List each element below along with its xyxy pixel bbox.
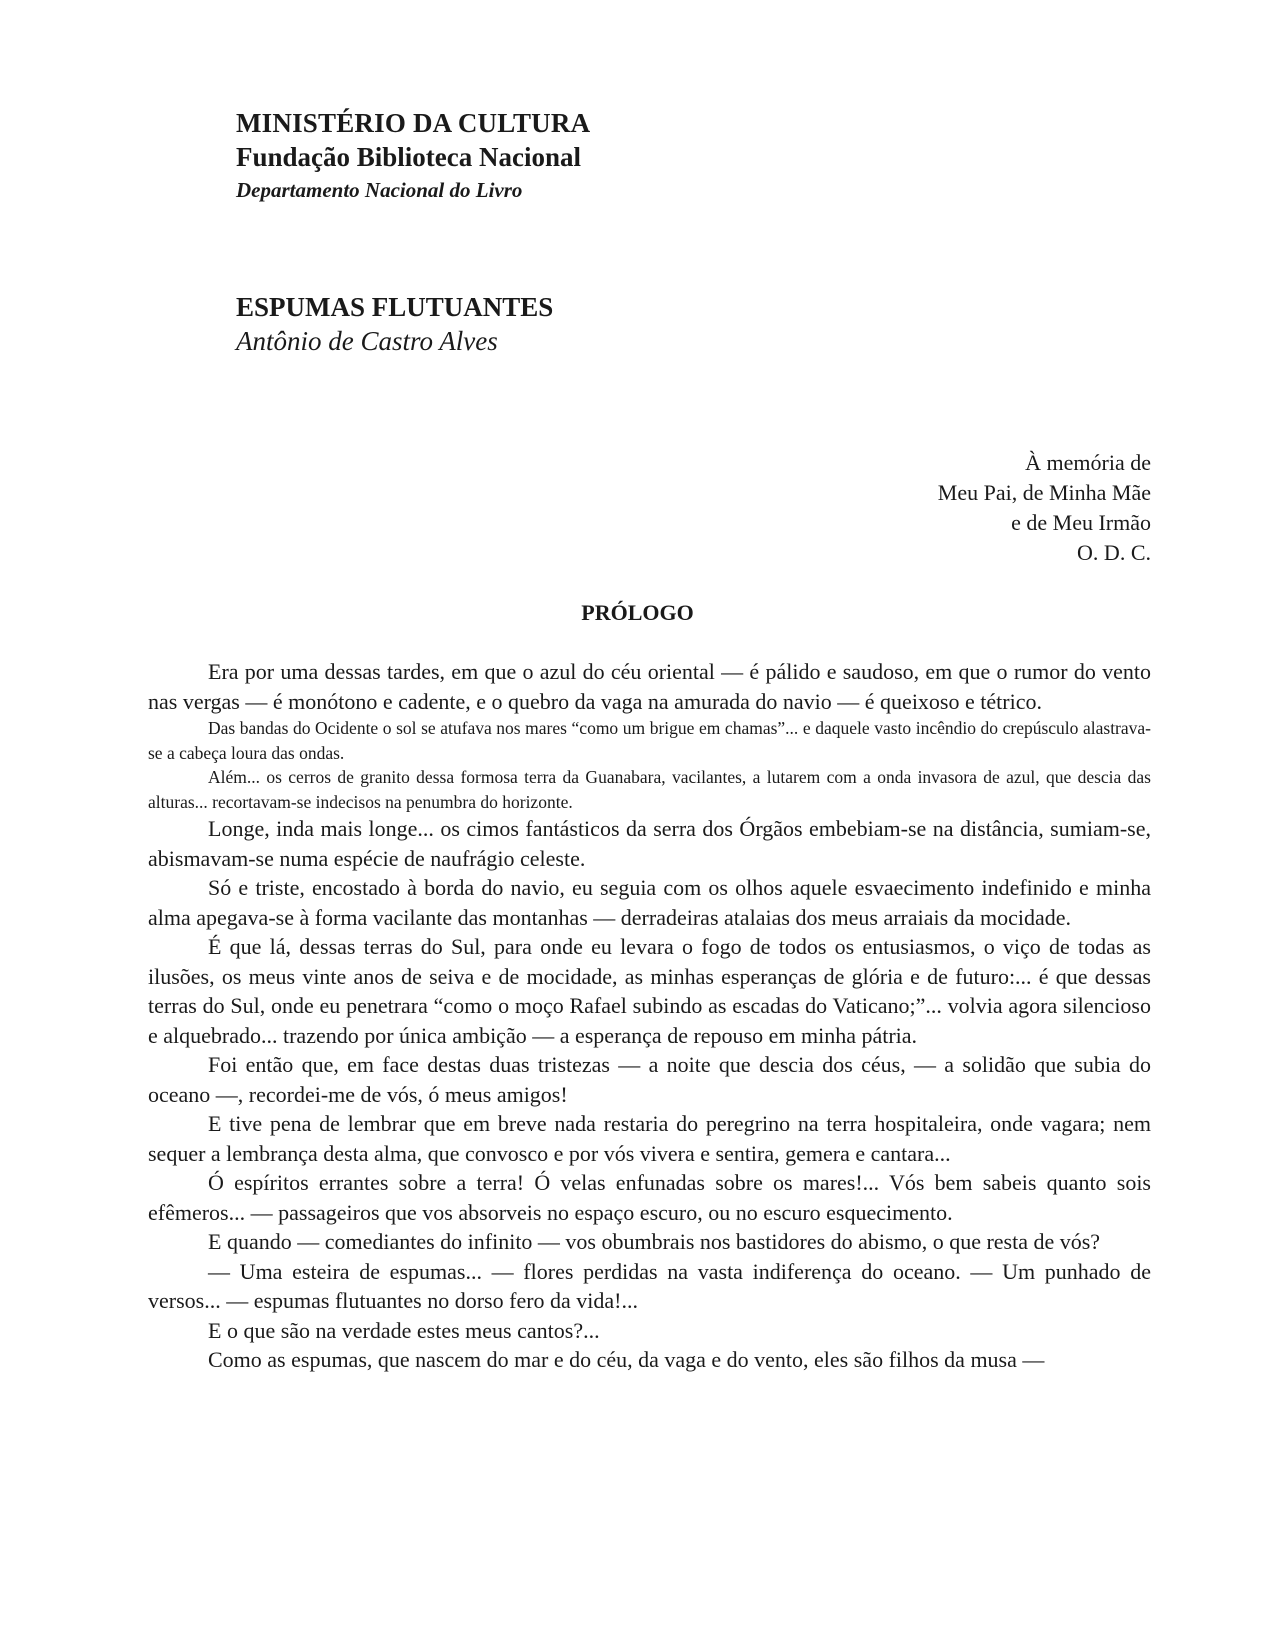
prologue-heading: PRÓLOGO — [581, 600, 694, 625]
paragraph: Só e triste, encostado à borda do navio, eu seguia com os olhos aquele esvaecimento indefinido e minha alma apegava-se à forma vacilante das montanhas — derradeiras atalaias dos meus arraiais da mocidade. — [148, 875, 1151, 930]
book-title: ESPUMAS FLUTUANTES — [236, 292, 554, 322]
dedication-line: Meu Pai, de Minha Mãe — [937, 480, 1151, 505]
book-title-block — [236, 290, 553, 358]
foundation-name: Fundação Biblioteca Nacional — [236, 142, 582, 172]
dedication — [938, 448, 1151, 568]
paragraph: — Uma esteira de espumas... — flores perdidas na vasta indiferença do oceano. — Um punhado de versos... — espumas flutuantes no dorso fero da vida!... — [148, 1258, 1151, 1313]
publisher-header — [236, 106, 590, 206]
paragraph: Como as espumas, que nascem do mar e do céu, da vaga e do vento, eles são filhos da musa — — [208, 1347, 1045, 1372]
department-name: Departamento Nacional do Livro — [236, 178, 523, 202]
paragraph: Além... os cerros de granito dessa formosa terra da Guanabara, vacilantes, a lutarem com a onda invasora de azul, que descia das alturas... recortavam-se indecisos na penumbra do horizonte. — [148, 767, 1151, 812]
paragraph: Longe, inda mais longe... os cimos fantásticos da serra dos Órgãos embebiam-se na distância, sumiam-se, abismavam-se numa espécie de naufrágio celeste. — [148, 816, 1151, 871]
paragraph: Foi então que, em face destas duas tristezas — a noite que descia dos céus, — a solidão que subia do oceano —, recordei-me de vós, ó meus amigos! — [148, 1052, 1151, 1107]
paragraph: E tive pena de lembrar que em breve nada restaria do peregrino na terra hospitaleira, onde vagara; nem sequer a lembrança desta alma, que convosco e por vós vivera e sentira, gemera e cantara... — [148, 1111, 1151, 1166]
paragraph: É que lá, dessas terras do Sul, para onde eu levara o fogo de todos os entusiasmos, o viço de todas as ilusões, os meus vinte anos de seiva e de mocidade, as minhas esperanças de glória e de futuro:... é que dessas terras do Sul, onde eu penetrara “como o moço Rafael subindo as escadas do Vaticano;”... volvia agora silencioso e alquebrado... trazendo por única ambição — a esperança de repouso em minha pátria. — [148, 934, 1151, 1048]
paragraph: Das bandas do Ocidente o sol se atufava nos mares “como um brigue em chamas”... e daquele vasto incêndio do crepúsculo alastrava-se a cabeça loura das ondas. — [148, 718, 1151, 763]
ministry-name: MINISTÉRIO DA CULTURA — [236, 108, 591, 138]
dedication-line: e de Meu Irmão — [1011, 510, 1151, 535]
dedication-line: À memória de — [1025, 450, 1151, 475]
paragraph: Era por uma dessas tardes, em que o azul do céu oriental — é pálido e saudoso, em que o rumor do vento nas vergas — é monótono e cadente, e o quebro da vaga na amurada do navio — é queixoso e tétrico. — [148, 659, 1151, 714]
paragraph: E quando — comediantes do infinito — vos obumbrais nos bastidores do abismo, o que resta de vós? — [208, 1229, 1101, 1254]
paragraph: E o que são na verdade estes meus cantos?... — [208, 1317, 600, 1343]
book-author: Antônio de Castro Alves — [236, 326, 498, 356]
prologue-body — [148, 657, 1151, 1375]
paragraph: Ó espíritos errantes sobre a terra! Ó velas enfunadas sobre os mares!... Vós bem sabeis quanto sois efêmeros... — passageiros que vos absorveis no espaço escuro, ou no escuro esquecimento. — [148, 1170, 1151, 1225]
dedication-line: O. D. C. — [1077, 540, 1151, 565]
